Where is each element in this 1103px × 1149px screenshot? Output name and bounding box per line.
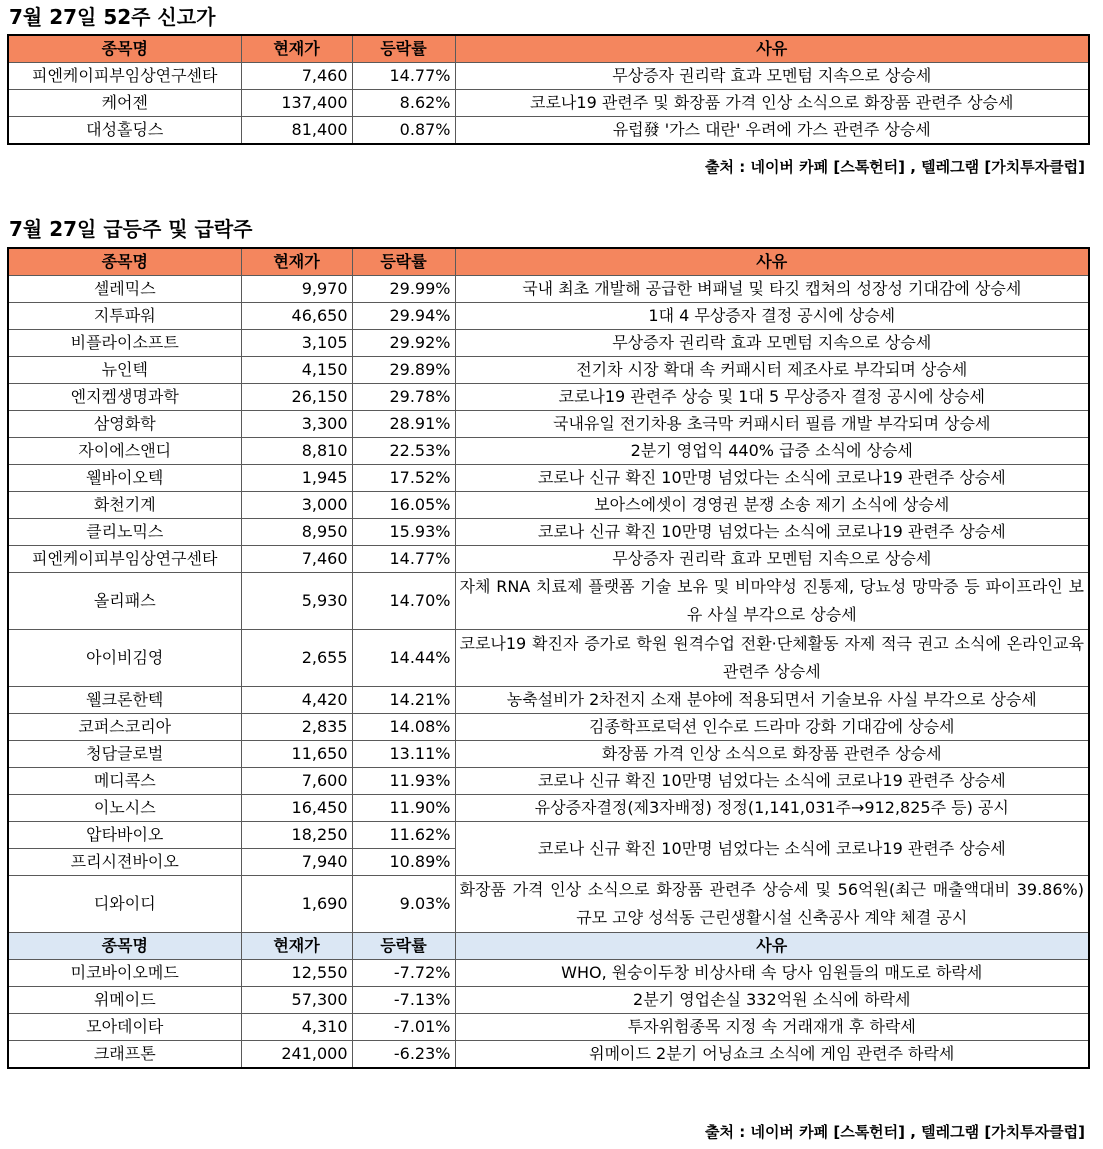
stock-change: 29.94%: [352, 303, 455, 330]
stock-price: 46,650: [241, 303, 352, 330]
table-row: [8, 768, 1089, 795]
table-row: [8, 630, 1089, 687]
section1-source: 출처 : 네이버 카페 [스톡헌터] , 텔레그램 [가치투자클럽]: [705, 158, 1085, 176]
table-row: [8, 63, 1089, 90]
stock-change: 14.70%: [352, 573, 455, 630]
stock-reason: 화장품 가격 인상 소식으로 화장품 관련주 상승세: [455, 741, 1089, 768]
stock-change: 13.11%: [352, 741, 455, 768]
stock-price: 137,400: [241, 90, 352, 117]
stock-price: 8,810: [241, 438, 352, 465]
stock-change: 0.87%: [352, 117, 455, 145]
table-row: [8, 546, 1089, 573]
stock-change: 14.44%: [352, 630, 455, 687]
table-row: [8, 276, 1089, 303]
stock-reason: 전기차 시장 확대 속 커패시터 제조사로 부각되며 상승세: [455, 357, 1089, 384]
stock-price: 3,000: [241, 492, 352, 519]
stock-price: 5,930: [241, 573, 352, 630]
stock-reason: 코로나 신규 확진 10만명 넘었다는 소식에 코로나19 관련주 상승세: [455, 519, 1089, 546]
table-row: [8, 117, 1089, 145]
table-row: [8, 741, 1089, 768]
stock-name: 셀레믹스: [8, 276, 241, 303]
table-row: [8, 303, 1089, 330]
stock-name: 프리시젼바이오: [8, 849, 241, 876]
stock-price: 4,420: [241, 687, 352, 714]
stock-change: -6.23%: [352, 1041, 455, 1069]
stock-change: 14.21%: [352, 687, 455, 714]
stock-name: 크래프톤: [8, 1041, 241, 1069]
stock-change: 29.78%: [352, 384, 455, 411]
stock-name: 엔지켐생명과학: [8, 384, 241, 411]
table-row: [8, 465, 1089, 492]
stock-name: 피엔케이피부임상연구센타: [8, 546, 241, 573]
stock-name: 디와이디: [8, 876, 241, 933]
section1-title: 7월 27일 52주 신고가: [9, 5, 216, 29]
stock-change: 22.53%: [352, 438, 455, 465]
stock-reason: WHO, 원숭이두창 비상사태 속 당사 임원들의 매도로 하락세: [455, 960, 1089, 987]
stock-change: 11.93%: [352, 768, 455, 795]
stock-reason-text: 화장품 가격 인상 소식으로 화장품 관련주 상승세 및 56억원(최근 매출액대비 39.86%) 규모 고양 성석동 근린생활시설 신축공사 계약 체결 공시: [459, 880, 1084, 927]
stock-change: 17.52%: [352, 465, 455, 492]
stock-price: 3,105: [241, 330, 352, 357]
stock-price: 16,450: [241, 795, 352, 822]
stock-reason: 2분기 영업손실 332억원 소식에 하락세: [455, 987, 1089, 1014]
stock-name: 클리노믹스: [8, 519, 241, 546]
stock-price: 8,950: [241, 519, 352, 546]
stock-reason: 농축설비가 2차전지 소재 분야에 적용되면서 기술보유 사실 부각으로 상승세: [455, 687, 1089, 714]
stock-reason-text: 코로나19 확진자 증가로 학원 원격수업 전환·단체활동 자제 적극 권고 소식에 온라인교육 관련주 상승세: [459, 634, 1084, 681]
fall-header-row: [8, 933, 1089, 960]
header-name: 종목명: [8, 248, 241, 276]
stock-reason: 무상증자 권리락 효과 모멘텀 지속으로 상승세: [455, 546, 1089, 573]
stock-change: 29.92%: [352, 330, 455, 357]
stock-change: 16.05%: [352, 492, 455, 519]
stock-reason-text: 자체 RNA 치료제 플랫폼 기술 보유 및 비마약성 진통제, 당뇨성 망막증 등 파이프라인 보유 사실 부각으로 상승세: [459, 577, 1084, 624]
stock-change: -7.01%: [352, 1014, 455, 1041]
stock-name: 웰크론한텍: [8, 687, 241, 714]
stock-price: 2,655: [241, 630, 352, 687]
stock-name: 피엔케이피부임상연구센타: [8, 63, 241, 90]
fall-header-price: 현재가: [241, 933, 352, 960]
stock-reason: 코로나19 관련주 및 화장품 가격 인상 소식으로 화장품 관련주 상승세: [455, 90, 1089, 117]
stock-reason: 국내 최초 개발해 공급한 벼패널 및 타깃 캡쳐의 성장성 기대감에 상승세: [455, 276, 1089, 303]
stock-change: 14.77%: [352, 546, 455, 573]
header-reason: 사유: [455, 248, 1089, 276]
new-high-table: [7, 34, 1090, 145]
stock-name: 코퍼스코리아: [8, 714, 241, 741]
stock-price: 2,835: [241, 714, 352, 741]
stock-price: 57,300: [241, 987, 352, 1014]
stock-name: 모아데이타: [8, 1014, 241, 1041]
stock-change: 14.77%: [352, 63, 455, 90]
header-change: 등락률: [352, 248, 455, 276]
table-row: [8, 411, 1089, 438]
stock-change: -7.72%: [352, 960, 455, 987]
stock-reason: 코로나 신규 확진 10만명 넘었다는 소식에 코로나19 관련주 상승세: [455, 768, 1089, 795]
stock-name: 올리패스: [8, 573, 241, 630]
fall-header-name: 종목명: [8, 933, 241, 960]
stock-name: 위메이드: [8, 987, 241, 1014]
table-row: [8, 714, 1089, 741]
table-row: [8, 987, 1089, 1014]
stock-price: 1,690: [241, 876, 352, 933]
stock-price: 7,940: [241, 849, 352, 876]
table-row: [8, 519, 1089, 546]
stock-reason: 투자위험종목 지정 속 거래재개 후 하락세: [455, 1014, 1089, 1041]
stock-change: 15.93%: [352, 519, 455, 546]
header-change: 등락률: [352, 35, 455, 63]
stock-change: 8.62%: [352, 90, 455, 117]
stock-reason: 1대 4 무상증자 결정 공시에 상승세: [455, 303, 1089, 330]
table-row: [8, 876, 1089, 933]
stock-change: 29.99%: [352, 276, 455, 303]
stock-name: 웰바이오텍: [8, 465, 241, 492]
stock-name: 삼영화학: [8, 411, 241, 438]
header-price: 현재가: [241, 35, 352, 63]
stock-price: 7,460: [241, 63, 352, 90]
stock-reason: 코로나19 관련주 상승 및 1대 5 무상증자 결정 공시에 상승세: [455, 384, 1089, 411]
stock-price: 1,945: [241, 465, 352, 492]
stock-reason: 유상증자결정(제3자배정) 정정(1,141,031주→912,825주 등) 공시: [455, 795, 1089, 822]
stock-name: 비플라이소프트: [8, 330, 241, 357]
header-name: 종목명: [8, 35, 241, 63]
table-row: [8, 687, 1089, 714]
stock-price: 7,600: [241, 768, 352, 795]
stock-name: 메디콕스: [8, 768, 241, 795]
table-row: [8, 960, 1089, 987]
stock-name: 이노시스: [8, 795, 241, 822]
header-price: 현재가: [241, 248, 352, 276]
stock-price: 4,150: [241, 357, 352, 384]
movers-table: [7, 247, 1090, 1069]
stock-change: 10.89%: [352, 849, 455, 876]
stock-name: 지투파워: [8, 303, 241, 330]
stock-reason: 국내유일 전기차용 초극막 커패시터 필름 개발 부각되며 상승세: [455, 411, 1089, 438]
table-row: [8, 357, 1089, 384]
stock-name: 자이에스앤디: [8, 438, 241, 465]
stock-reason: 보아스에셋이 경영권 분쟁 소송 제기 소식에 상승세: [455, 492, 1089, 519]
table-row: [8, 90, 1089, 117]
table-row: [8, 822, 1089, 849]
stock-change: 9.03%: [352, 876, 455, 933]
stock-change: 28.91%: [352, 411, 455, 438]
stock-price: 81,400: [241, 117, 352, 145]
table-row: [8, 330, 1089, 357]
stock-change: 11.90%: [352, 795, 455, 822]
stock-name: 대성홀딩스: [8, 117, 241, 145]
stock-price: 18,250: [241, 822, 352, 849]
stock-name: 뉴인텍: [8, 357, 241, 384]
stock-name: 청담글로벌: [8, 741, 241, 768]
stock-name: 압타바이오: [8, 822, 241, 849]
stock-reason: 2분기 영업익 440% 급증 소식에 상승세: [455, 438, 1089, 465]
fall-header-change: 등락률: [352, 933, 455, 960]
stock-reason: 무상증자 권리락 효과 모멘텀 지속으로 상승세: [455, 63, 1089, 90]
section2-title: 7월 27일 급등주 및 급락주: [9, 217, 253, 241]
section2-source: 출처 : 네이버 카페 [스톡헌터] , 텔레그램 [가치투자클럽]: [705, 1123, 1085, 1141]
stock-name: 화천기계: [8, 492, 241, 519]
stock-reason: 코로나 신규 확진 10만명 넘었다는 소식에 코로나19 관련주 상승세: [455, 822, 1089, 876]
stock-price: 3,300: [241, 411, 352, 438]
stock-reason: [455, 573, 1089, 630]
stock-price: 9,970: [241, 276, 352, 303]
stock-reason: 유럽發 '가스 대란' 우려에 가스 관련주 상승세: [455, 117, 1089, 145]
stock-reason: 김종학프로덕션 인수로 드라마 강화 기대감에 상승세: [455, 714, 1089, 741]
table-row: [8, 492, 1089, 519]
stock-reason: [455, 876, 1089, 933]
stock-change: 14.08%: [352, 714, 455, 741]
table-row: [8, 438, 1089, 465]
stock-price: 7,460: [241, 546, 352, 573]
table-row: [8, 795, 1089, 822]
table-row: [8, 1014, 1089, 1041]
stock-price: 12,550: [241, 960, 352, 987]
stock-name: 아이비김영: [8, 630, 241, 687]
stock-change: 11.62%: [352, 822, 455, 849]
table-row: [8, 1041, 1089, 1069]
stock-reason: 위메이드 2분기 어닝쇼크 소식에 게임 관련주 하락세: [455, 1041, 1089, 1069]
stock-reason: [455, 630, 1089, 687]
stock-price: 241,000: [241, 1041, 352, 1069]
stock-reason: 무상증자 권리락 효과 모멘텀 지속으로 상승세: [455, 330, 1089, 357]
stock-change: 29.89%: [352, 357, 455, 384]
stock-change: -7.13%: [352, 987, 455, 1014]
stock-price: 11,650: [241, 741, 352, 768]
table-header-row: [8, 35, 1089, 63]
stock-name: 미코바이오메드: [8, 960, 241, 987]
table-row: [8, 573, 1089, 630]
stock-name: 케어젠: [8, 90, 241, 117]
stock-price: 26,150: [241, 384, 352, 411]
header-reason: 사유: [455, 35, 1089, 63]
fall-header-reason: 사유: [455, 933, 1089, 960]
table-header-row: [8, 248, 1089, 276]
stock-price: 4,310: [241, 1014, 352, 1041]
stock-reason: 코로나 신규 확진 10만명 넘었다는 소식에 코로나19 관련주 상승세: [455, 465, 1089, 492]
table-row: [8, 384, 1089, 411]
